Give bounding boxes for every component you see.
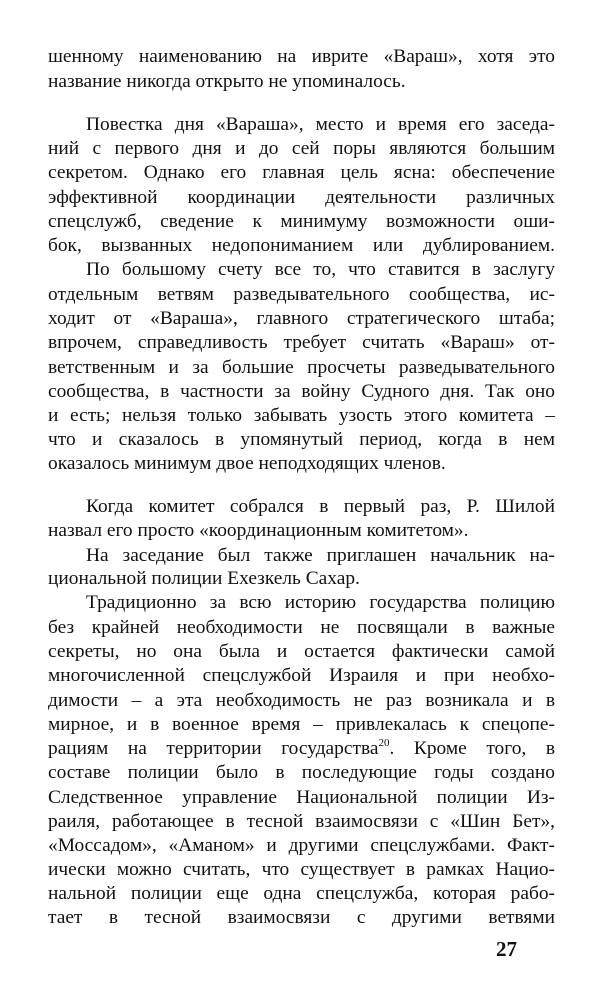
text-line: отдельным ветвям разведывательного сообщества, ис- [48,284,555,305]
text-line-part: рациям на территории государства [48,738,379,759]
page-number: 27 [496,937,517,961]
text-line: шенному наименованию на иврите «Вараш», хотя это [48,46,555,67]
text-line: ветственным и за большие просчеты разведывательного [48,357,555,378]
text-line: циональной полиции Ехезкель Сахар. [48,568,360,589]
text-line: димости – а эта необходимость не раз возникала и в [48,690,555,711]
text-line: Когда комитет собрался в первый раз, Р. Шилой [86,496,555,517]
text-line: название никогда открыто не упоминалось. [48,71,406,92]
text-line: эффективной координации деятельности различных [48,187,555,208]
text-line: По большому счету все то, что ставится в заслугу [86,259,555,280]
text-line: и есть; нельзя только забывать узость этого комитета – [48,405,555,426]
text-line: Повестка дня «Вараша», место и время его заседа- [86,114,555,135]
text-line: впрочем, справедливость требует считать «Вараш» от- [48,332,555,353]
text-line: мирное, и в военное время – привлекалась к спецопе- [48,714,555,735]
text-line: оказалось минимум двое неподходящих членов. [48,453,446,474]
text-line-part: . Кроме того, в [389,738,555,759]
text-line: Следственное управление Национальной полиции Из- [48,787,555,808]
text-line-with-footnote [48,737,555,761]
text-line: ний с первого дня и до сей поры являются большим [48,138,555,159]
text-line: секреты, но она была и остается фактически самой [48,641,555,662]
text-line: назвал его просто «координационным комитетом». [48,520,469,541]
text-line: составе полиции было в последующие годы создано [48,762,555,783]
text-line: нальной полиции еще одна спецслужба, которая рабо- [48,883,555,904]
text-line: многочисленной спецслужбой Израиля и при необхо- [48,665,555,686]
text-line: раиля, работающее в тесной взаимосвязи с «Шин Бет», [48,811,555,832]
text-line: секретом. Однако его главная цель ясна: обеспечение [48,162,555,183]
text-line: Традиционно за всю историю государства полицию [86,592,555,613]
text-line: ически можно считать, что существует в рамках Нацио- [48,859,555,880]
text-line: тает в тесной взаимосвязи с другими ветвями [48,907,555,928]
text-line: сообщества, в частности за войну Судного дня. Так оно [48,381,555,402]
text-line: «Моссадом», «Аманом» и другими спецслужбами. Факт- [48,835,555,856]
text-line: что и сказалось в упомянутый период, когда в нем [48,429,555,450]
text-line: На заседание был также приглашен начальник на- [86,545,555,566]
text-line: ходит от «Вараша», главного стратегического штаба; [48,308,555,329]
text-line: без крайней необходимости не посвящали в важные [48,617,555,638]
footnote-ref: 20 [378,737,390,749]
text-line: спецслужб, сведение к минимуму возможности оши- [48,211,555,232]
text-line: бок, вызванных недопониманием или дублированием. [48,235,555,256]
